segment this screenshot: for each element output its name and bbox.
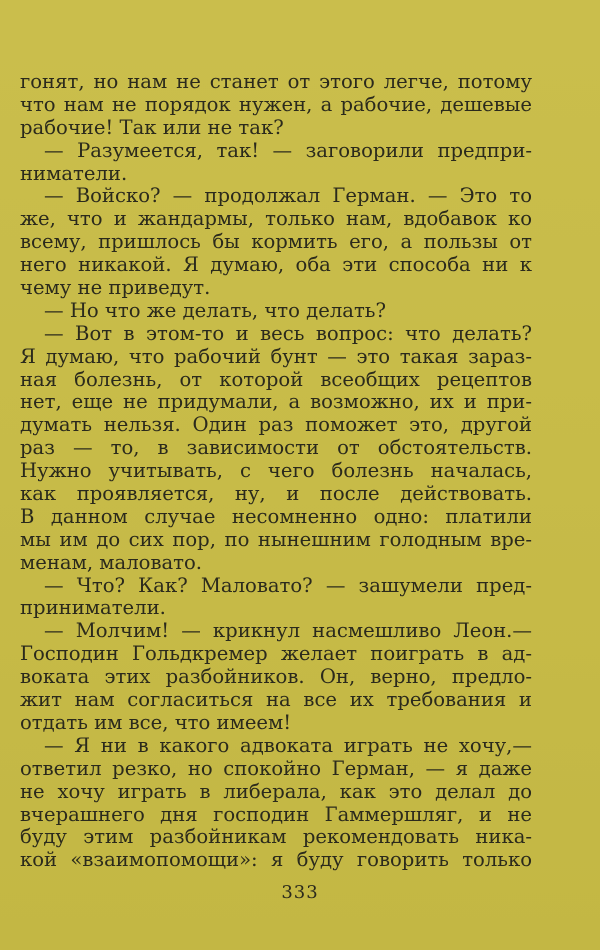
- text-line: кой «взаимопомощи»: я буду говорить только: [20, 849, 532, 872]
- text-line: чему не приведут.: [20, 277, 211, 300]
- page-number: 333: [281, 882, 319, 903]
- text-line: В данном случае несомненно одно: платили: [20, 505, 532, 528]
- text-line: не хочу играть в либерала, как это делал до: [20, 780, 532, 803]
- text-line: — Войско? — продолжал Герман. — Это то: [44, 185, 532, 208]
- text-line: жит нам согласиться на все их требования и: [20, 689, 532, 712]
- text-line: ответил резко, но спокойно Герман, — я даже: [20, 757, 532, 780]
- text-line: мы им до сих пор, по нынешним голодным вре-: [20, 528, 532, 551]
- text-line: Господин Гольдкремер желает поиграть в ад-: [20, 643, 532, 666]
- text-line: всему, пришлось бы кормить его, а пользы от: [20, 231, 532, 254]
- text-line: думать нельзя. Один раз поможет это, другой: [20, 414, 532, 437]
- text-line: — Но что же делать, что делать?: [44, 299, 386, 322]
- text-line: гонят, но нам не станет от этого легче, потому: [20, 71, 532, 93]
- text-line: раз — то, в зависимости от обстоятельств.: [20, 437, 532, 460]
- text-line: менам, маловато.: [20, 551, 203, 574]
- text-line: что нам не порядок нужен, а рабочие, дешевые: [20, 93, 532, 116]
- text-line: него никакой. Я думаю, оба эти способа ни к: [20, 254, 532, 277]
- text-line: — Вот в этом-то и весь вопрос: что делать?: [44, 322, 532, 345]
- text-line: же, что и жандармы, только нам, вдобавок ко: [20, 208, 532, 231]
- text-line: — Разумеется, так! — заговорили предпри-: [44, 139, 532, 162]
- text-line: — Я ни в какого адвоката играть не хочу,—: [44, 734, 532, 757]
- text-line: вчерашнего дня господин Гаммершляг, и не: [20, 803, 532, 826]
- text-line: как проявляется, ну, и после действовать.: [20, 483, 532, 506]
- body-text: [20, 71, 532, 872]
- text-line: ная болезнь, от которой всеобщих рецептов: [20, 368, 532, 391]
- text-line: ниматели.: [20, 162, 128, 185]
- text-line: Я думаю, что рабочий бунт — это такая зараз-: [20, 345, 532, 368]
- text-line: воката этих разбойников. Он, верно, предло-: [20, 666, 532, 689]
- text-line: приниматели.: [20, 597, 166, 620]
- text-line: рабочие! Так или не так?: [20, 116, 284, 139]
- text-line: буду этим разбойникам рекомендовать ника-: [20, 826, 532, 849]
- text-line: отдать им все, что имеем!: [20, 711, 292, 734]
- text-line: нет, еще не придумали, а возможно, их и при-: [20, 391, 532, 414]
- text-line: Нужно учитывать, с чего болезнь началась,: [20, 460, 532, 483]
- text-line: — Молчим! — крикнул насмешливо Леон.—: [44, 620, 532, 643]
- text-line: — Что? Как? Маловато? — зашумели пред-: [44, 574, 532, 597]
